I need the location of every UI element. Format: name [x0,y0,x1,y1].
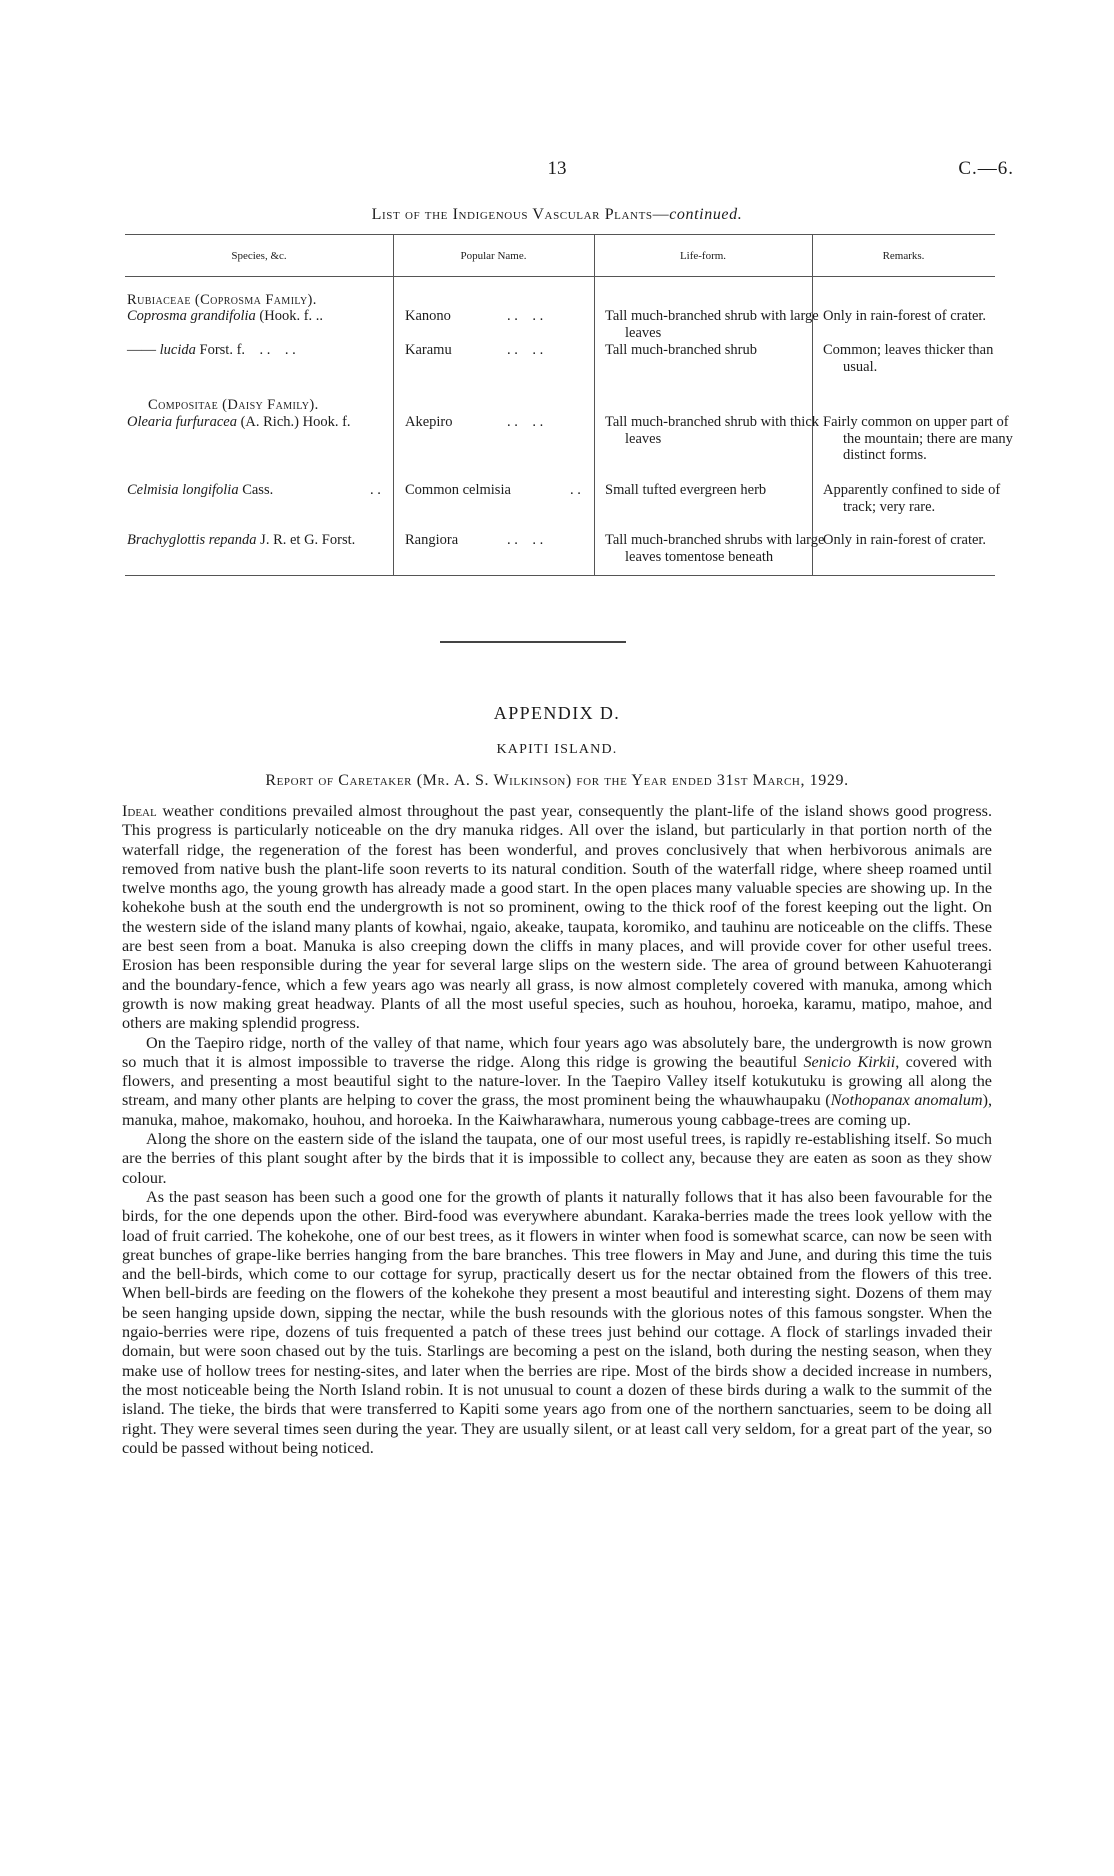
page-number: 13 [547,158,567,179]
column-header-species: Species, &c. [231,250,287,262]
leader-dots: . . [370,482,381,498]
paragraph: Ideal weather conditions prevailed almost throughout the past year, consequently the plant-life of the island shows good progress. This progress is particularly noticeable on the dry manuka ridges. All over the island, but particularly in that portion north of the waterfall ridge, the regeneration of the forest has been wonderful, and proves conclusively that when herbivorous animals are removed from native bush the plant-life soon reverts to its natural condition. South of the waterfall ridge, where sheep roamed until twelve months ago, the young growth has already made a good start. In the open places many valuable species are showing up. In the kohekohe bush at the south end the undergrowth is not so prominent, owing to the thick roof of the forest keeping out the light. On the western side of the island many plants of kowhai, ngaio, akeake, taupata, koromiko, and tauhinu are noticeable on the cliffs. These are best seen from a boat. Manuka is also creeping down the cliffs in many places, and will provide cover for other useful trees. Erosion has been responsible during the year for several large slips on the western side. The area of ground between Kahuoterangi and the boundary-fence, which a few years ago was nearly all grass, is now almost completely covered with manuka, among which growth is now making great headway. Plants of all the most useful species, such as houhou, horoeka, karamu, matipo, mahoe, and others are making splendid progress. [122,802,992,1033]
popular-name-cell: Karamu [405,342,452,358]
life-form-cell: Small tufted evergreen herb [605,482,767,498]
paragraph: As the past season has been such a good one for the growth of plants it naturally follows that it has also been favourable for the birds, for the one depends upon the other. Bird-food was everywhere abundant. Karaka-berries made the trees look yellow with the load of fruit carried. The kohekohe, one of our best trees, as it flowers in winter when food is somewhat scarce, can now be seen with great bunches of grape-like berries hanging from the bare branches. This tree flowers in May and June, and during this time the tuis and the bell-birds, which come to our cottage for syrup, practically desert us for the nectar obtained from the flowers of this tree. When bell-birds are feeding on the flowers of the kohekohe they present a most beautiful and interesting sight. Dozens of them may be seen hanging upside down, sipping the nectar, while the bush resounds with the glorious notes of this famous songster. When the ngaio-berries were ripe, dozens of tuis frequented a patch of these trees just behind our cottage. A flock of starlings invaded their domain, but were soon chased out by the tuis. Starlings are becoming a pest on the island, both during the nesting season, when they make use of hollow trees for nesting-sites, and later when the berries are ripe. Most of the birds show a decided increase in numbers, the most noticeable being the North Island robin. It is not unusual to count a dozen of these birds during a walk to the summit of the island. The tieke, the birds that were transferred to Kapiti some years ago from one of the northern sanctuaries, seem to be doing all right. They were several times seen during the year. They are usually silent, or at least call very seldom, for a great part of the year, so could be passed without being noticed. [122,1187,992,1457]
popular-name-cell: Akepiro [405,414,453,430]
family-heading-compositae: Compositae (Daisy Family). [148,397,319,413]
remarks-cell: Apparently confined to side of track; very rare. [823,482,1001,515]
table-header-rule [125,276,995,277]
life-form-cell: Tall much-branched shrub with large leaves [605,308,819,341]
species-cell: —— lucida Forst. f. . . . . [127,342,296,358]
table-column-divider [594,234,595,575]
table-caption-italic: continued. [669,206,743,223]
popular-name-cell: Rangiora [405,532,459,548]
section-separator [440,641,626,643]
leader-dots: . . [570,482,581,498]
table-column-divider [812,234,813,575]
paragraph: On the Taepiro ridge, north of the valley of that name, which four years ago was absolutely bare, the undergrowth is now grown so much that it is almost impossible to traverse the ridge. Along this ridge is growing the beautiful Senicio Kirkii, covered with flowers, and presenting a most beautiful sight to the nature-lover. In the Taepiro Valley itself kotukutuku is growing all along the stream, and many other plants are helping to cover the grass, the most prominent being the whauwhaupaku (Nothopanax anomalum), manuka, mahoe, makomako, houhou, and horoeka. In the Kaiwharawhara, numerous young cabbage-trees are coming up. [122,1033,992,1129]
life-form-cell: Tall much-branched shrub with thick leaves [605,414,820,447]
table-caption-main: List of the Indigenous Vascular Plants— [371,206,670,223]
species-cell: Brachyglottis repanda J. R. et G. Forst. [127,532,356,548]
popular-name-cell: Common celmisia [405,482,511,498]
species-cell: Olearia furfuracea (A. Rich.) Hook. f. [127,414,351,430]
report-title: Report of Caretaker (Mr. A. S. Wilkinson) for the Year ended 31st March, 1929. [265,772,849,789]
remarks-cell: Common; leaves thicker than usual. [823,342,994,375]
leader-dots: . . . . [507,308,544,324]
life-form-cell: Tall much-branched shrubs with large leaves tomentose beneath [605,532,825,565]
appendix-title: APPENDIX D. [493,703,621,723]
life-form-cell: Tall much-branched shrub [605,342,757,358]
species-cell: Coprosma grandifolia (Hook. f. .. [127,308,324,324]
table-caption [0,206,1114,224]
remarks-cell: Only in rain-forest of crater. [823,532,987,548]
table-top-rule [125,234,995,235]
popular-name-cell: Kanono [405,308,451,324]
leader-dots: . . . . [507,342,544,358]
report-body [122,802,992,1458]
leader-dots: . . . . [507,532,544,548]
remarks-cell: Fairly common on upper part of the mountain; there are many distinct forms. [823,414,1013,463]
island-heading: KAPITI ISLAND. [496,742,618,757]
table-column-divider [393,234,394,575]
leader-dots: . . . . [507,414,544,430]
species-cell: Celmisia longifolia Cass. [127,482,274,498]
document-code: C.—6. [958,158,1014,179]
lead-word: Ideal [122,802,157,820]
column-header-remarks: Remarks. [882,250,925,262]
family-heading-rubiaceae: Rubiaceae (Coprosma Family). [127,292,317,308]
table-bottom-rule [125,575,995,576]
column-header-life-form: Life-form. [679,250,727,262]
paragraph: Along the shore on the eastern side of the island the taupata, one of our most useful trees, is rapidly re-establishing itself. So much are the berries of this plant sought after by the birds that it is impossible to collect any, because they are eaten as soon as they show colour. [122,1130,992,1187]
remarks-cell: Only in rain-forest of crater. [823,308,987,324]
column-header-popular-name: Popular Name. [460,250,527,262]
